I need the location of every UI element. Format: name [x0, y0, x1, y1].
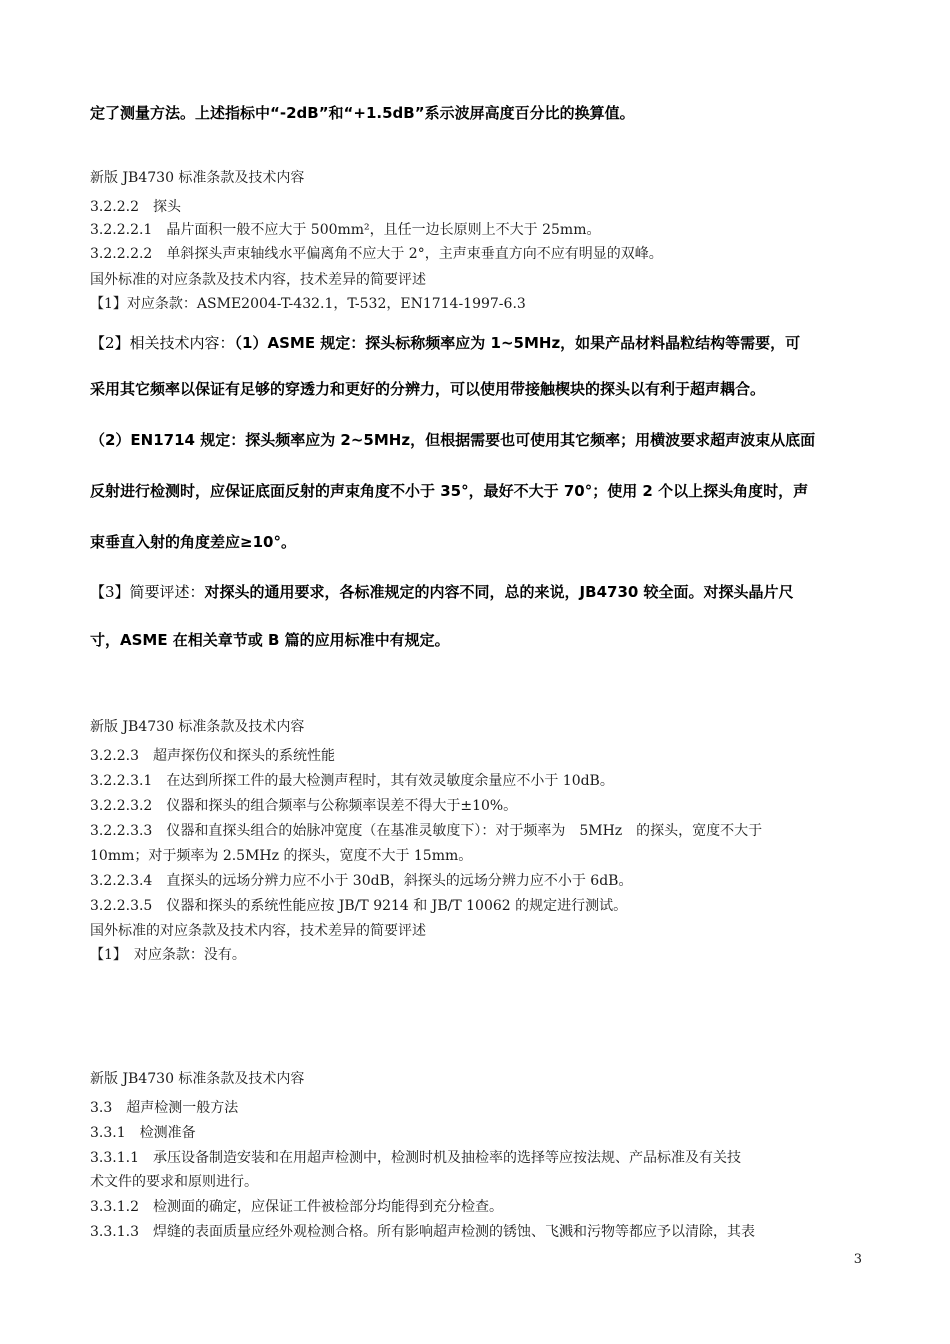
section3-subtitle: 3.3.1 检测准备 — [90, 1125, 196, 1141]
section1-ref3-text1: 对探头的通用要求，各标准规定的内容不同，总的来说，JB4730 较全面。对探头晶片尺 — [204, 583, 794, 601]
page-number: 3 — [853, 1252, 862, 1267]
section1-item-1: 3.2.2.2.1 晶片面积一般不应大于 500mm²，且任一边长原则上不大于 25mm。 — [90, 222, 601, 238]
section1-foreign-header: 国外标准的对应条款及技术内容，技术差异的简要评述 — [90, 272, 426, 288]
section1-ref2-line3: （2）EN1714 规定：探头频率应为 2~5MHz，但根据需要也可使用其它频率；用横波要求超声波束从底面 — [90, 431, 816, 449]
section1-ref1: 【1】对应条款：ASME2004-T-432.1，T-532，EN1714-1997-6.3 — [90, 296, 526, 312]
section1-ref2-label: 【2】相关技术内容： — [90, 334, 235, 352]
section2-item-4: 10mm；对于频率为 2.5MHz 的探头，宽度不大于 15mm。 — [90, 848, 473, 864]
section3-item-1: 3.3.1.1 承压设备制造安装和在用超声检测中，检测时机及抽检率的选择等应按法规、产品标准及有关技 — [90, 1150, 741, 1166]
section3-item-3: 3.3.1.2 检测面的确定，应保证工件被检部分均能得到充分检查。 — [90, 1199, 503, 1215]
top-note: 定了测量方法。上述指标中“-2dB”和“+1.5dB”系示波屏高度百分比的换算值。 — [90, 104, 635, 122]
section1-ref2-text1: （1）ASME 规定：探头标称频率应为 1~5MHz，如果产品材料晶粒结构等需要，可 — [234, 334, 801, 352]
section3-item-2: 术文件的要求和原则进行。 — [90, 1174, 258, 1190]
section2-title: 3.2.2.3 超声探伤仪和探头的系统性能 — [90, 748, 335, 764]
section1-ref2-line4: 反射进行检测时，应保证底面反射的声束角度不小于 35°，最好不大于 70°；使用 2 个以上探头角度时，声 — [90, 482, 809, 500]
section2-header: 新版 JB4730 标准条款及技术内容 — [90, 719, 305, 735]
section3-title: 3.3 超声检测一般方法 — [90, 1100, 239, 1116]
section2-item-1: 3.2.2.3.1 在达到所探工件的最大检测声程时，其有效灵敏度余量应不小于 10dB。 — [90, 773, 614, 789]
section2-item-5: 3.2.2.3.4 直探头的远场分辨力应不小于 30dB，斜探头的远场分辨力应不小于 6dB。 — [90, 873, 633, 889]
section1-ref3-label: 【3】简要评述： — [90, 583, 205, 601]
section1-title: 3.2.2.2 探头 — [90, 199, 181, 215]
section3-header: 新版 JB4730 标准条款及技术内容 — [90, 1071, 305, 1087]
section1-header: 新版 JB4730 标准条款及技术内容 — [90, 170, 305, 186]
section2-item-6: 3.2.2.3.5 仪器和探头的系统性能应按 JB/T 9214 和 JB/T 10062 的规定进行测试。 — [90, 898, 628, 914]
section2-item-2: 3.2.2.3.2 仪器和探头的组合频率与公称频率误差不得大于±10%。 — [90, 798, 518, 814]
section1-item-2: 3.2.2.2.2 单斜探头声束轴线水平偏离角不应大于 2°，主声束垂直方向不应有明显的双峰。 — [90, 246, 663, 262]
section1-ref2-line5: 束垂直入射的角度差应≥10°。 — [90, 533, 296, 551]
section1-ref2-line1 — [90, 334, 800, 352]
section3-item-4: 3.3.1.3 焊缝的表面质量应经外观检测合格。所有影响超声检测的锈蚀、飞溅和污物等都应予以清除，其表 — [90, 1224, 755, 1240]
section1-ref3-line2: 寸，ASME 在相关章节或 B 篇的应用标准中有规定。 — [90, 631, 450, 649]
section1-ref2-line2: 采用其它频率以保证有足够的穿透力和更好的分辨力，可以使用带接触楔块的探头以有利于超声耦合。 — [90, 380, 766, 398]
section2-foreign-header: 国外标准的对应条款及技术内容，技术差异的简要评述 — [90, 923, 426, 939]
section1-ref3-line1 — [90, 583, 794, 601]
section2-ref1: 【1】 对应条款：没有。 — [90, 947, 246, 963]
section2-item-3: 3.2.2.3.3 仪器和直探头组合的始脉冲宽度（在基准灵敏度下）：对于频率为 5MHz 的探头，宽度不大于 — [90, 823, 763, 839]
